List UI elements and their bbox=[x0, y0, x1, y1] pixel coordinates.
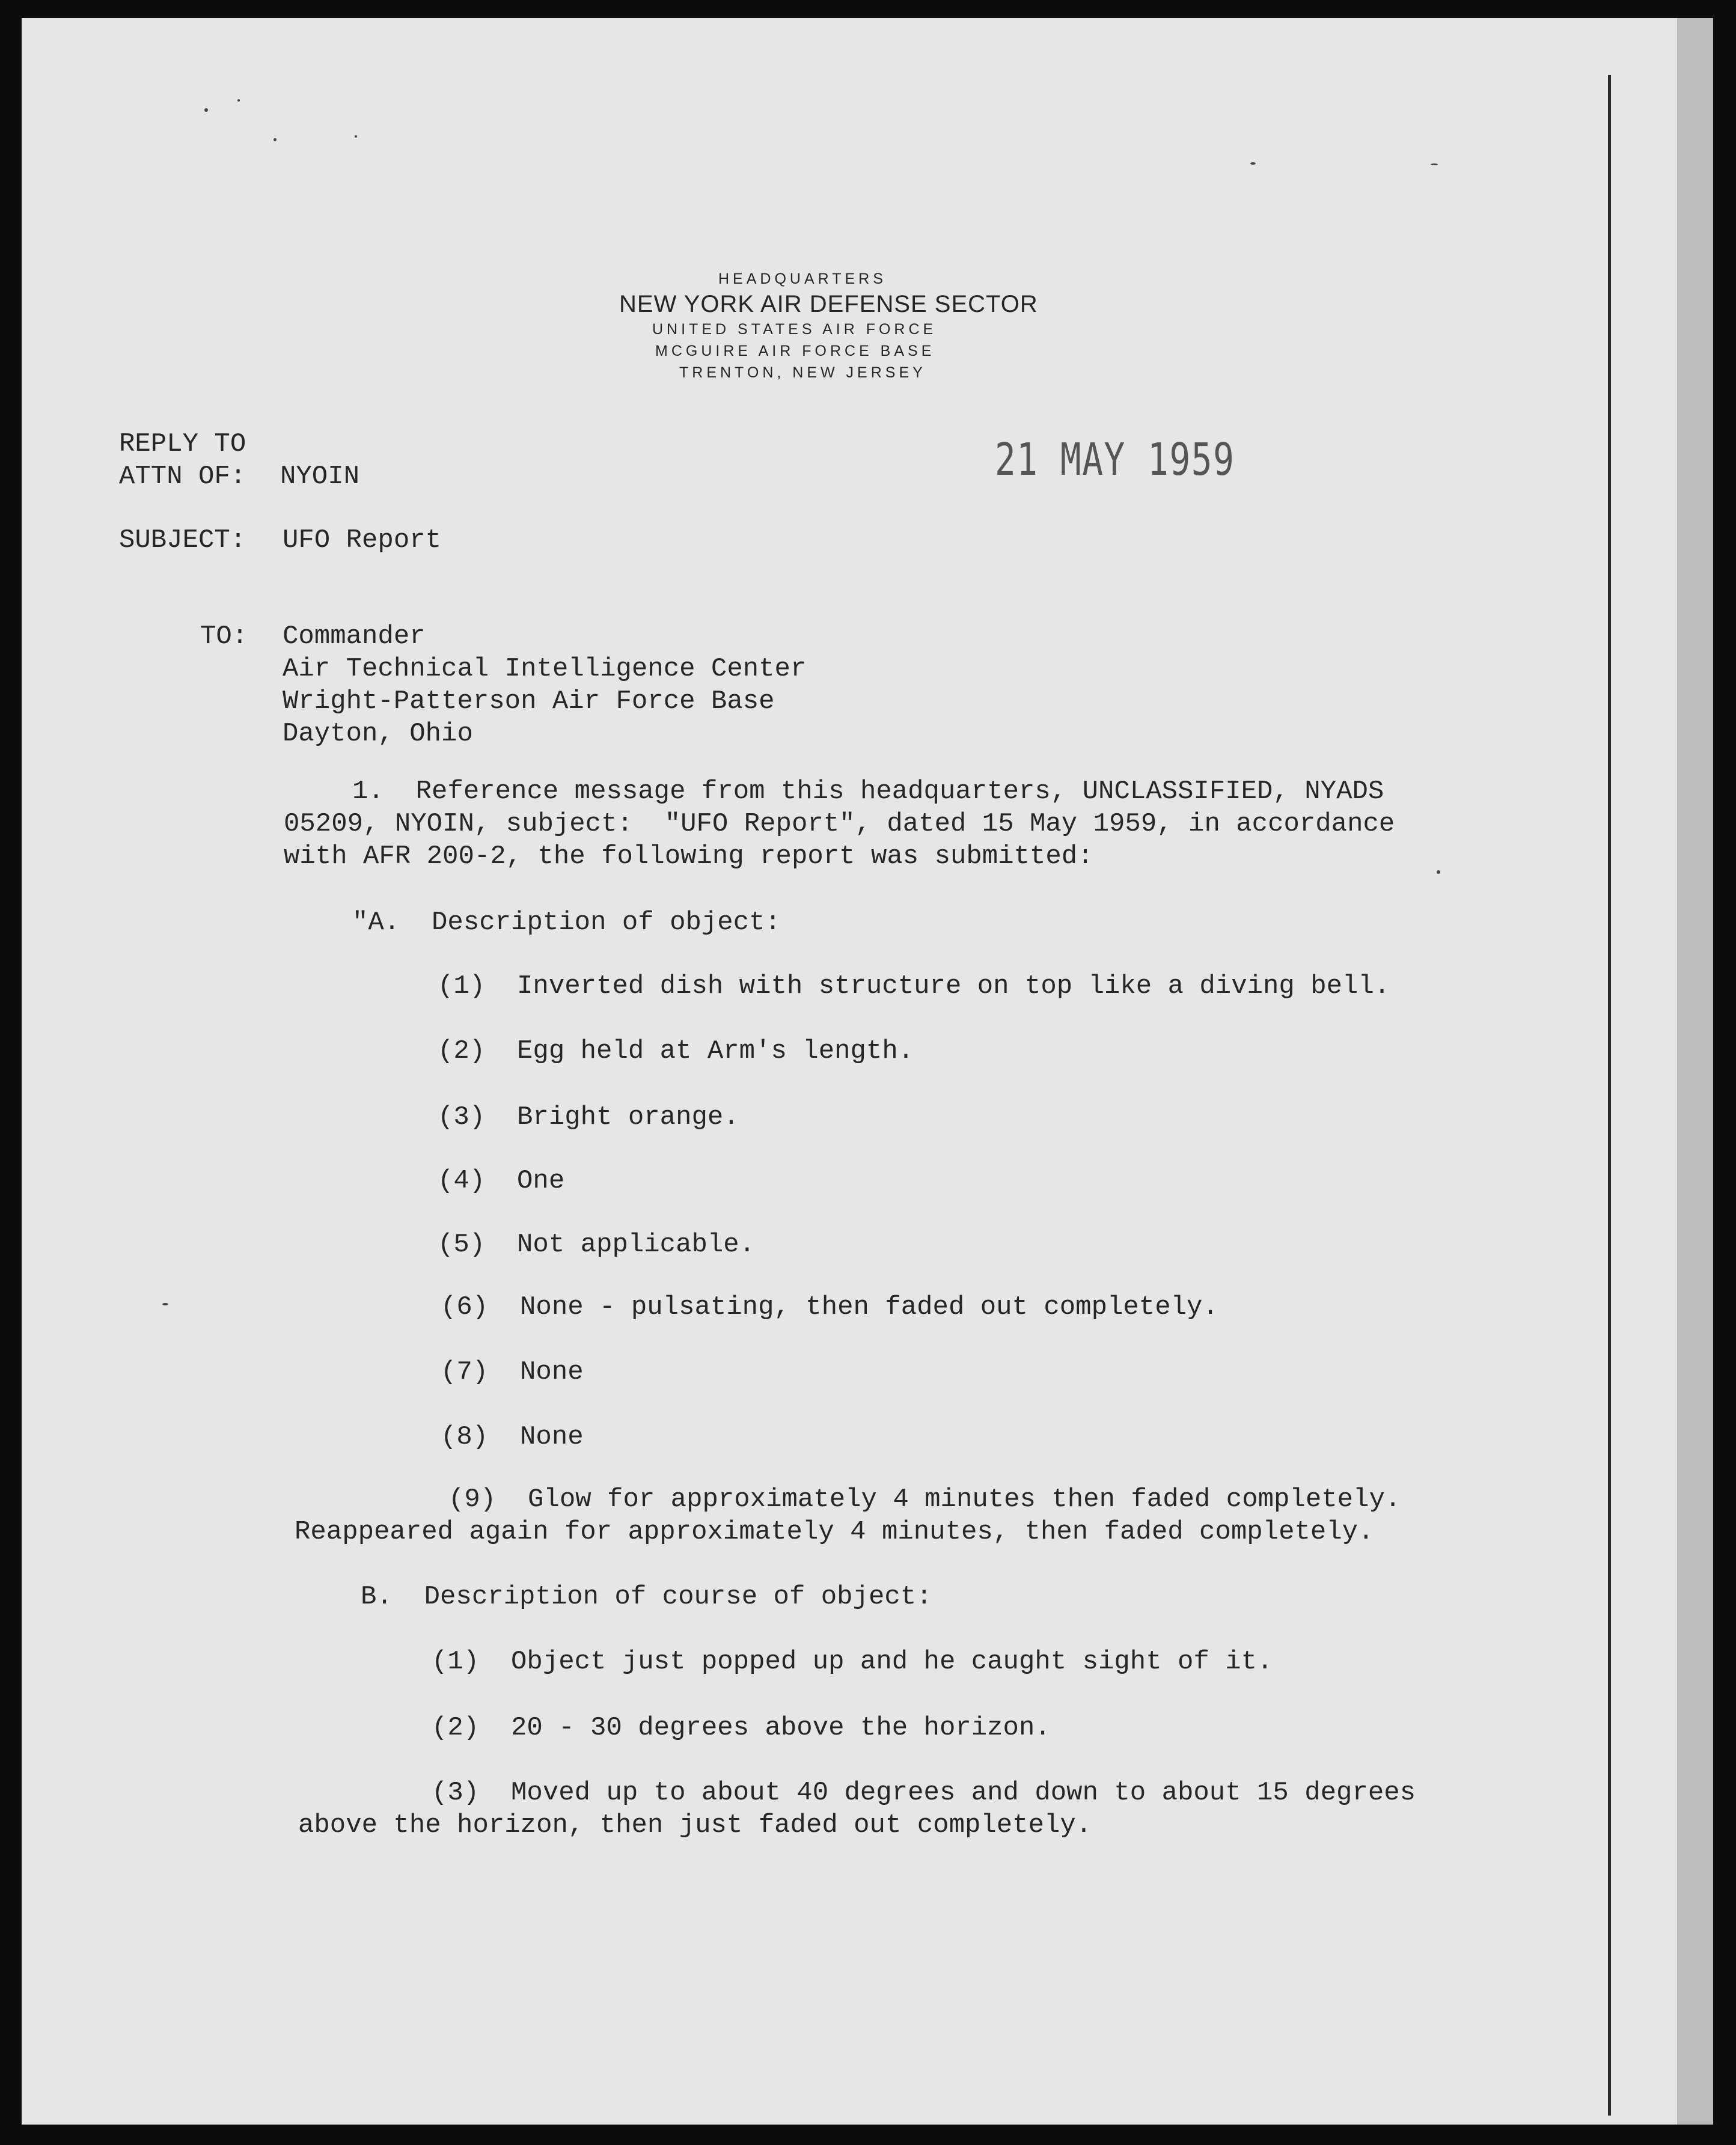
section-a-item-2: (2) Egg held at Arm's length. bbox=[438, 1036, 914, 1066]
address-line-1: Commander bbox=[283, 621, 426, 651]
para1-line-1: 1. Reference message from this headquarters, UNCLASSIFIED, NYADS bbox=[352, 777, 1384, 807]
section-b-item-1: (1) Object just popped up and he caught sight of it. bbox=[432, 1647, 1273, 1677]
subject-value: UFO Report bbox=[283, 525, 442, 555]
section-a-item-6: (6) None - pulsating, then faded out completely. bbox=[441, 1292, 1218, 1322]
section-b-heading: B. Description of course of object: bbox=[361, 1582, 932, 1612]
date-stamp: 21 MAY 1959 bbox=[995, 434, 1235, 486]
section-a-heading: "A. Description of object: bbox=[352, 908, 781, 938]
page-edge-line bbox=[1608, 75, 1611, 2116]
scan-speck bbox=[1250, 162, 1256, 165]
address-line-4: Dayton, Ohio bbox=[283, 719, 473, 749]
letterhead-line5: TRENTON, NEW JERSEY bbox=[679, 364, 926, 381]
section-a-item-8: (8) None bbox=[441, 1422, 584, 1452]
letterhead-line4: MCGUIRE AIR FORCE BASE bbox=[655, 343, 935, 359]
scan-speck bbox=[204, 108, 208, 112]
para1-line-2: 05209, NYOIN, subject: "UFO Report", dated 15 May 1959, in accordance bbox=[284, 809, 1395, 839]
scan-speck bbox=[1431, 163, 1438, 165]
scan-speck bbox=[274, 138, 277, 141]
section-b-item-2: (2) 20 - 30 degrees above the horizon. bbox=[432, 1713, 1051, 1743]
para1-line-3: with AFR 200-2, the following report was submitted: bbox=[284, 841, 1093, 871]
scan-speck bbox=[355, 135, 357, 138]
address-line-2: Air Technical Intelligence Center bbox=[283, 654, 807, 684]
scan-speck bbox=[162, 1303, 168, 1305]
section-a-item-9-line-1: (9) Glow for approximately 4 minutes then faded completely. bbox=[448, 1484, 1401, 1515]
section-a-item-5: (5) Not applicable. bbox=[438, 1230, 756, 1260]
section-b-item-3-line-1: (3) Moved up to about 40 degrees and down to about 15 degrees bbox=[432, 1778, 1416, 1808]
section-a-item-7: (7) None bbox=[441, 1357, 584, 1387]
scan-speck bbox=[1437, 870, 1440, 874]
letterhead-line1: HEADQUARTERS bbox=[718, 270, 887, 287]
section-b-item-3-line-2: above the horizon, then just faded out completely. bbox=[298, 1810, 1092, 1840]
scan-speck bbox=[237, 99, 240, 102]
section-a-item-1: (1) Inverted dish with structure on top like a diving bell. bbox=[438, 971, 1390, 1001]
subject-label: SUBJECT: bbox=[119, 525, 246, 555]
section-a-item-4: (4) One bbox=[438, 1166, 565, 1196]
to-label: TO: bbox=[200, 621, 248, 651]
address-line-3: Wright-Patterson Air Force Base bbox=[283, 686, 775, 716]
attn-label: ATTN OF: bbox=[119, 462, 246, 492]
attn-value: NYOIN bbox=[280, 462, 360, 492]
reply-to-label: REPLY TO bbox=[119, 429, 246, 459]
letterhead-line3: UNITED STATES AIR FORCE bbox=[652, 321, 937, 338]
section-a-item-3: (3) Bright orange. bbox=[438, 1102, 739, 1132]
letterhead-line2: NEW YORK AIR DEFENSE SECTOR bbox=[619, 291, 1038, 317]
section-a-item-9-line-2: Reappeared again for approximately 4 minutes, then faded completely. bbox=[295, 1517, 1374, 1547]
page-edge-strip bbox=[1677, 18, 1713, 2125]
